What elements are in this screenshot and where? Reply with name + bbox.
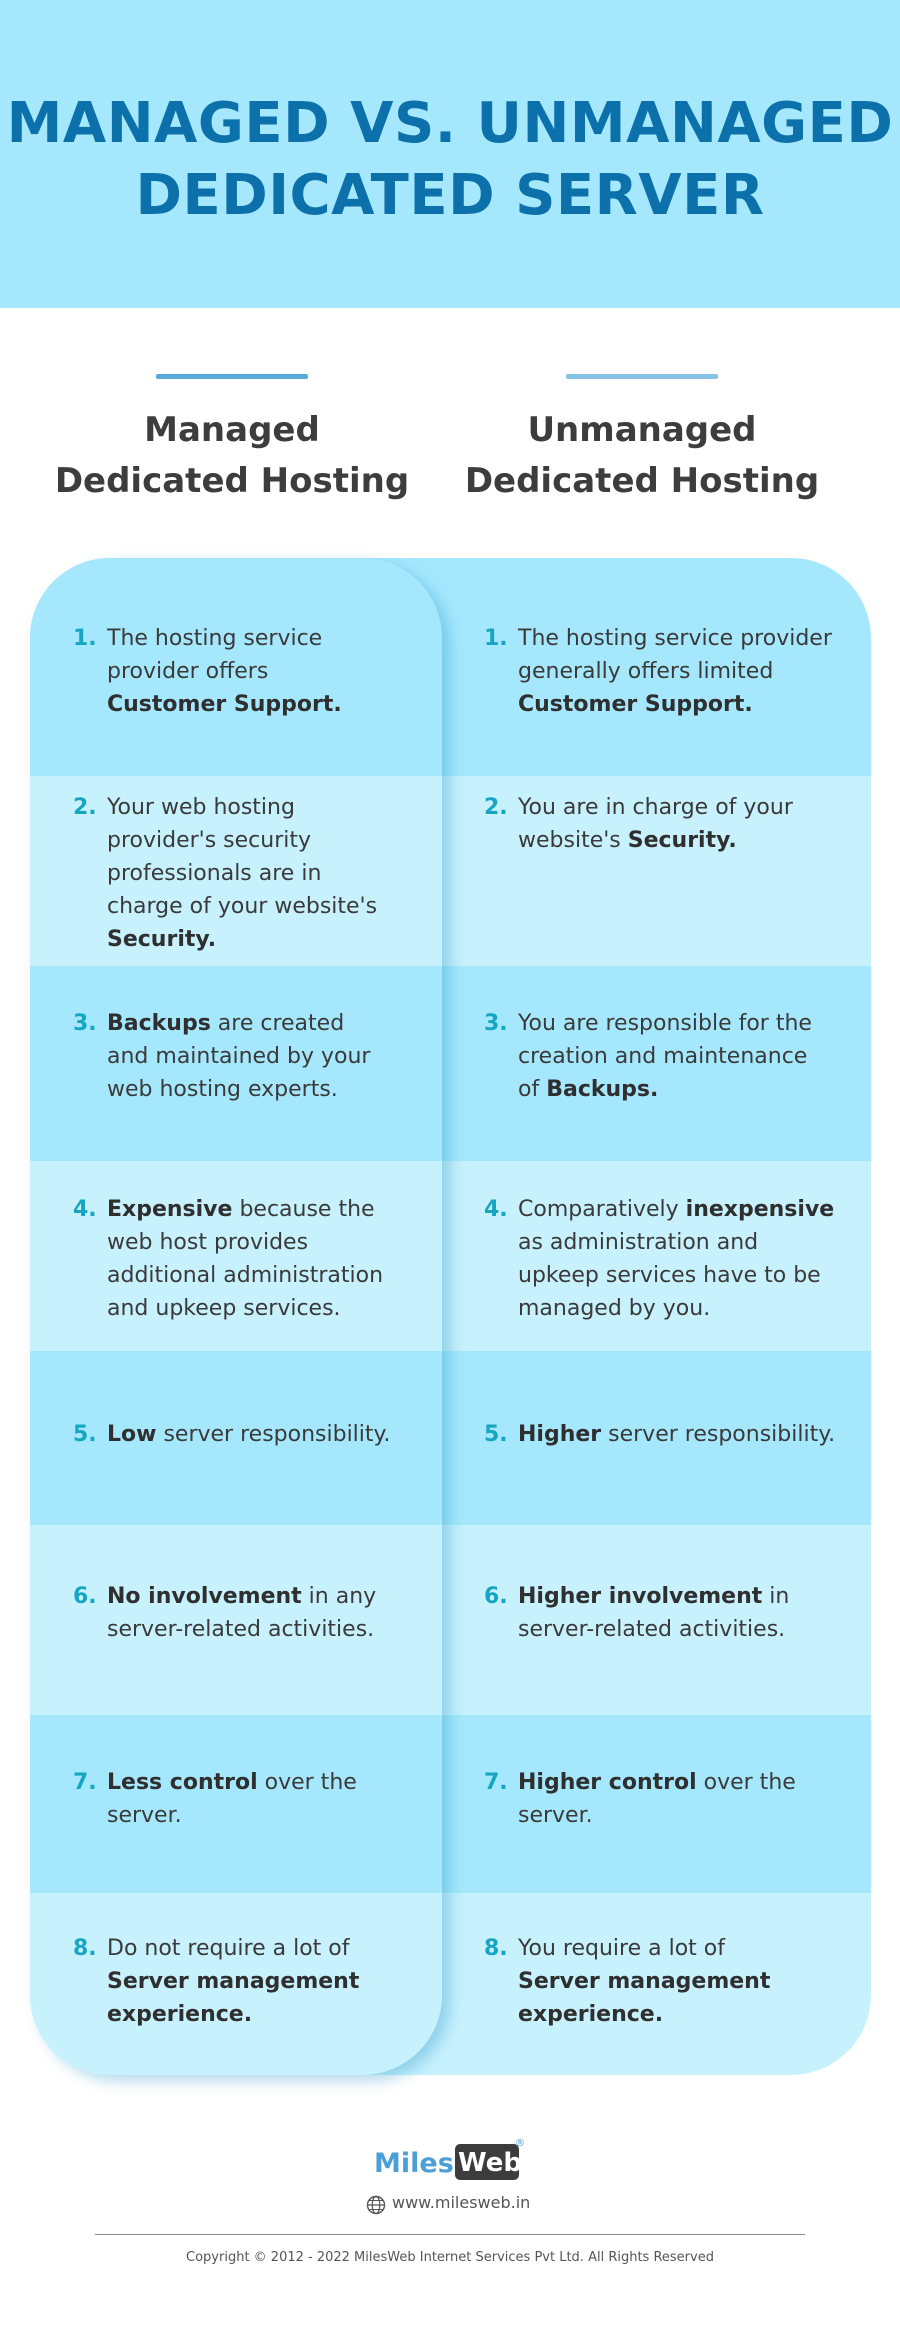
item-text: server responsibility. xyxy=(156,1422,391,1447)
footer-divider xyxy=(95,2234,805,2235)
item-emphasis: Security. xyxy=(627,828,737,853)
managed-item-5 xyxy=(73,1418,413,1451)
logo-registered-mark: ® xyxy=(515,2138,525,2149)
website-url[interactable]: www.milesweb.in xyxy=(392,2193,531,2212)
unmanaged-item-2 xyxy=(484,791,824,857)
item-number: 7. xyxy=(484,1770,508,1795)
unmanaged-heading-line-1: Unmanaged xyxy=(527,410,757,450)
unmanaged-item-6 xyxy=(484,1580,814,1646)
website-link[interactable] xyxy=(366,2192,566,2218)
item-text: over the server. xyxy=(107,1770,357,1828)
item-text: The hosting service provider offers xyxy=(107,626,323,684)
item-number: 4. xyxy=(484,1197,508,1222)
item-emphasis: Security. xyxy=(107,927,217,952)
item-number: 6. xyxy=(73,1584,97,1609)
copyright-text: Copyright © 2012 - 2022 MilesWeb Internet Services Pvt Ltd. All Rights Reserved xyxy=(186,2250,714,2265)
item-text: in server-related activities. xyxy=(518,1584,790,1642)
item-text: The hosting service provider generally offers limited xyxy=(518,626,832,684)
managed-column-heading xyxy=(22,374,442,507)
unmanaged-item-8 xyxy=(484,1932,784,2031)
logo-web-text: Web xyxy=(458,2148,522,2178)
item-number: 1. xyxy=(73,626,97,651)
item-number: 2. xyxy=(73,795,97,820)
item-emphasis: Backups xyxy=(107,1011,211,1036)
item-number: 1. xyxy=(484,626,508,651)
managed-item-7 xyxy=(73,1766,373,1832)
globe-icon xyxy=(366,2195,386,2215)
item-text: You are in charge of your website's xyxy=(518,795,793,853)
item-emphasis: Customer Support. xyxy=(518,692,753,717)
unmanaged-item-5 xyxy=(484,1418,844,1451)
title-line-1: MANAGED VS. UNMANAGED xyxy=(6,91,894,156)
item-text: over the server. xyxy=(518,1770,796,1828)
item-number: 5. xyxy=(73,1422,97,1447)
managed-item-6 xyxy=(73,1580,393,1646)
item-text: Do not require a lot of xyxy=(107,1936,350,1961)
item-number: 2. xyxy=(484,795,508,820)
item-text: are created and maintained by your web hosting experts. xyxy=(107,1011,371,1102)
heading-accent-bar xyxy=(156,374,308,379)
managed-item-1 xyxy=(73,622,363,721)
item-number: 3. xyxy=(484,1011,508,1036)
managed-item-2 xyxy=(73,791,403,956)
item-text: because the web host provides additional administration and upkeep services. xyxy=(107,1197,384,1321)
milesweb-logo xyxy=(374,2138,526,2182)
item-emphasis: Higher xyxy=(518,1422,602,1447)
hero-banner xyxy=(0,0,900,308)
item-text: as administration and upkeep services have to be managed by you. xyxy=(518,1230,821,1321)
unmanaged-item-1 xyxy=(484,622,834,721)
item-number: 7. xyxy=(73,1770,97,1795)
managed-heading-line-2: Dedicated Hosting xyxy=(54,461,410,501)
title-line-2: DEDICATED SERVER xyxy=(135,163,765,228)
item-emphasis: Expensive xyxy=(107,1197,233,1222)
managed-heading-line-1: Managed xyxy=(144,410,320,450)
item-emphasis: Higher involvement xyxy=(518,1584,763,1609)
unmanaged-item-4 xyxy=(484,1193,844,1325)
unmanaged-item-3 xyxy=(484,1007,834,1106)
unmanaged-column-heading xyxy=(432,374,852,507)
managed-item-3 xyxy=(73,1007,373,1106)
item-text: Comparatively xyxy=(518,1197,686,1222)
item-emphasis: No involvement xyxy=(107,1584,302,1609)
item-text: You are responsible for the creation and maintenance of xyxy=(518,1011,812,1102)
item-emphasis: Less control xyxy=(107,1770,258,1795)
item-emphasis: Server management experience. xyxy=(518,1969,771,2027)
item-emphasis: Low xyxy=(107,1422,157,1447)
item-text: Your web hosting provider's security professionals are in charge of your website's xyxy=(107,795,378,919)
item-number: 6. xyxy=(484,1584,508,1609)
heading-accent-bar xyxy=(566,374,718,379)
item-emphasis: Customer Support. xyxy=(107,692,342,717)
item-number: 8. xyxy=(484,1936,508,1961)
item-text: You require a lot of xyxy=(518,1936,725,1961)
item-number: 3. xyxy=(73,1011,97,1036)
item-emphasis: Server management experience. xyxy=(107,1969,360,2027)
page-title xyxy=(0,88,900,232)
item-emphasis: inexpensive xyxy=(685,1197,835,1222)
managed-item-4 xyxy=(73,1193,413,1325)
item-text: in any server-related activities. xyxy=(107,1584,377,1642)
logo-miles-text: Miles xyxy=(374,2148,454,2179)
managed-item-8 xyxy=(73,1932,373,2031)
unmanaged-item-7 xyxy=(484,1766,814,1832)
unmanaged-heading-line-2: Dedicated Hosting xyxy=(464,461,820,501)
item-emphasis: Higher control xyxy=(518,1770,697,1795)
item-emphasis: Backups. xyxy=(546,1077,659,1102)
item-number: 5. xyxy=(484,1422,508,1447)
item-number: 8. xyxy=(73,1936,97,1961)
item-number: 4. xyxy=(73,1197,97,1222)
item-text: server responsibility. xyxy=(601,1422,836,1447)
